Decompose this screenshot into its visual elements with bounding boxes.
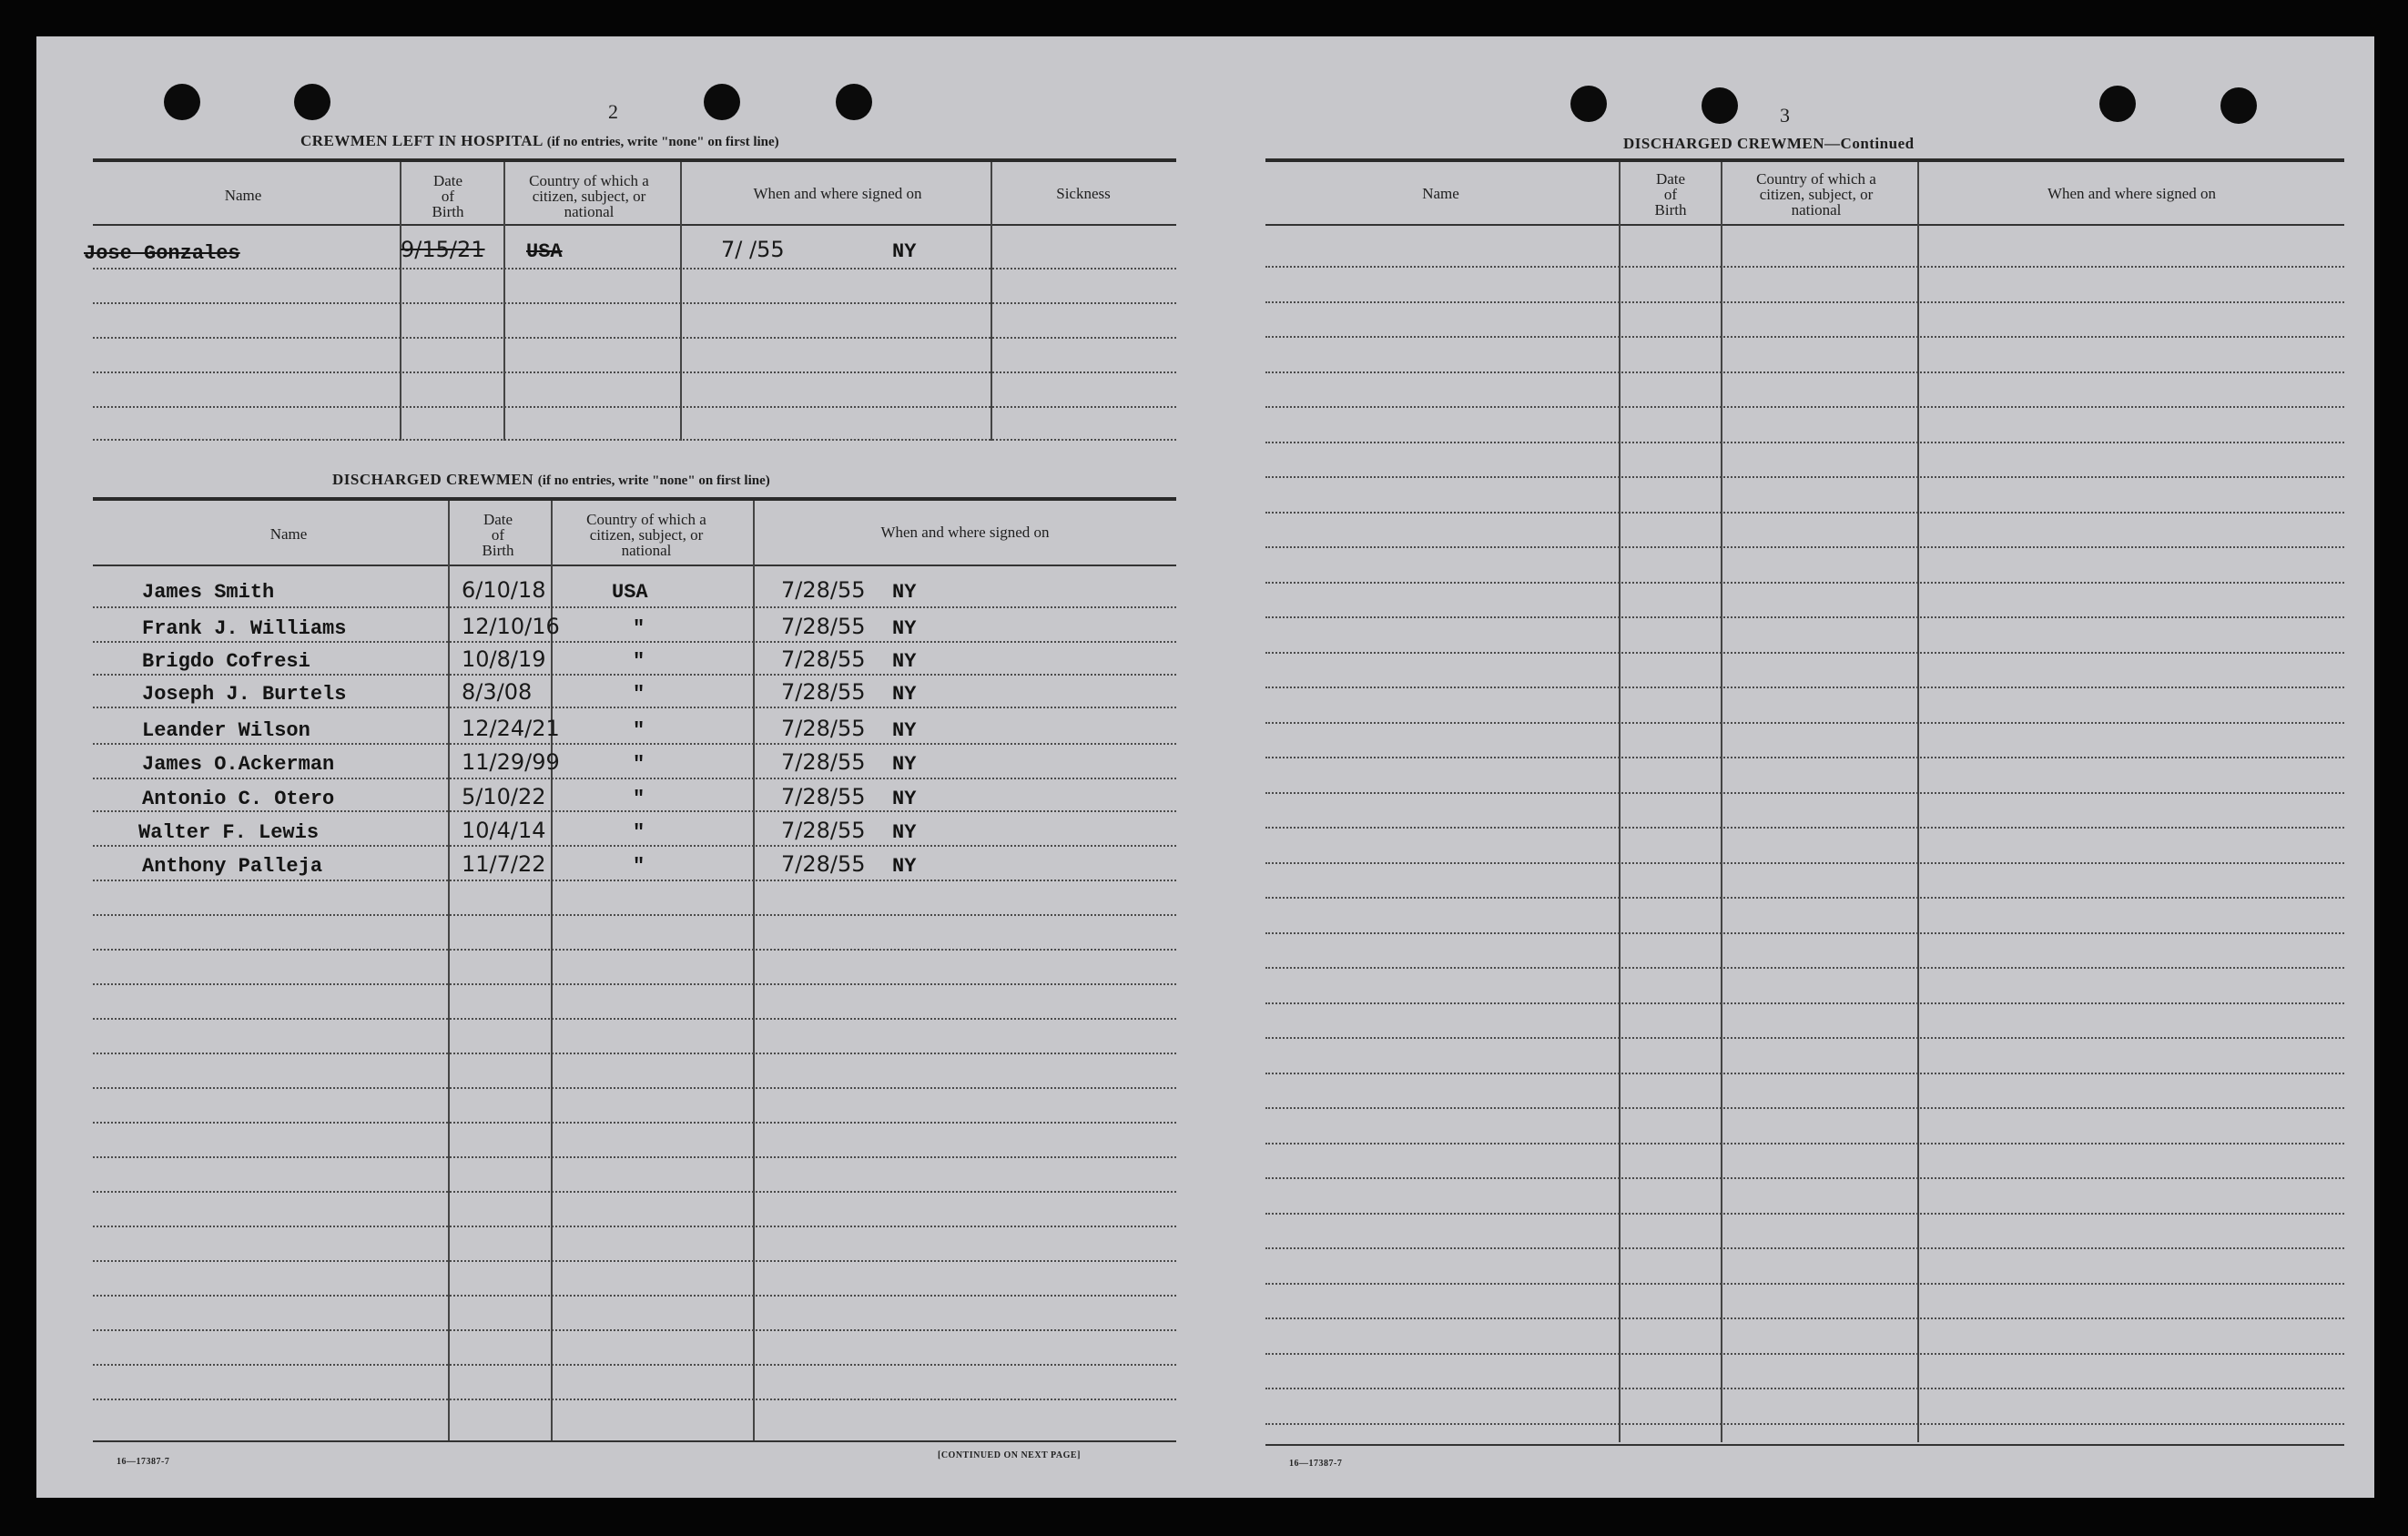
- row-line: [1265, 862, 2344, 864]
- row-line: [93, 1122, 1176, 1124]
- discharged-header-country: Country of which a citizen, subject, or national: [586, 511, 706, 559]
- crew-name: Frank J. Williams: [142, 617, 347, 640]
- crew-signed-date: 7/28/55: [781, 679, 866, 705]
- row-line: [93, 1329, 1176, 1331]
- crew-dob: 12/10/16: [462, 614, 560, 639]
- row-line: [93, 1087, 1176, 1089]
- right-top-rule: [1265, 158, 2344, 162]
- page-number-right: 3: [1780, 104, 1790, 127]
- hospital-date: 7/ /55: [721, 237, 785, 262]
- row-line: [1265, 1107, 2344, 1109]
- crew-country: ": [633, 855, 645, 878]
- crew-country: ": [633, 753, 645, 776]
- crew-country: ": [633, 788, 645, 810]
- row-line: [1265, 1247, 2344, 1249]
- crew-signed-date: 7/28/55: [781, 716, 866, 741]
- row-line: [93, 810, 1176, 812]
- row-line: [1265, 932, 2344, 934]
- crew-dob: 10/8/19: [462, 646, 546, 672]
- crew-signed-date: 7/28/55: [781, 851, 866, 877]
- discharged-header-name: Name: [269, 525, 308, 543]
- row-line: [1265, 757, 2344, 758]
- hospital-header-sickness: Sickness: [1056, 185, 1111, 202]
- discharged-top-rule: [93, 497, 1176, 501]
- crew-signed-place: NY: [892, 821, 917, 844]
- row-line: [1265, 582, 2344, 584]
- hospital-country: USA: [526, 240, 563, 263]
- crew-signed-date: 7/28/55: [781, 614, 866, 639]
- row-line: [93, 1053, 1176, 1054]
- hospital-row-line: [93, 268, 1176, 270]
- discharged-header-signed: When and where signed on: [880, 524, 1050, 541]
- hospital-col-line: [400, 162, 401, 441]
- discharged-continued-title: DISCHARGED CREWMEN—Continued: [1623, 135, 1915, 152]
- row-line: [1265, 406, 2344, 408]
- crew-signed-place: NY: [892, 581, 917, 604]
- row-line: [93, 880, 1176, 881]
- punch-hole: [2099, 86, 2136, 122]
- hospital-header-name: Name: [224, 187, 262, 204]
- row-line: [1265, 1073, 2344, 1074]
- hospital-section-title: [300, 132, 779, 150]
- crew-country: USA: [612, 581, 648, 604]
- hospital-header-rule: [93, 224, 1176, 226]
- hospital-col-line: [503, 162, 505, 441]
- manifest-sheet: [36, 36, 2374, 1498]
- crew-signed-place: NY: [892, 719, 917, 742]
- continued-note: [CONTINUED ON NEXT PAGE]: [938, 1450, 1081, 1460]
- discharged-bottom-rule: [93, 1440, 1176, 1442]
- hospital-col-line: [991, 162, 992, 441]
- row-line: [93, 1156, 1176, 1158]
- crew-country: ": [633, 821, 645, 844]
- row-line: [1265, 897, 2344, 899]
- row-line: [1265, 336, 2344, 338]
- crew-dob: 10/4/14: [462, 818, 546, 843]
- row-line: [93, 949, 1176, 951]
- row-line: [93, 914, 1176, 916]
- row-line: [93, 606, 1176, 608]
- crew-dob: 11/7/22: [462, 851, 546, 877]
- hospital-row-line: [93, 406, 1176, 408]
- punch-hole: [294, 84, 330, 120]
- crew-country: ": [633, 719, 645, 742]
- discharged-title: DISCHARGED CREWMEN: [332, 471, 534, 488]
- crew-signed-place: NY: [892, 617, 917, 640]
- crew-signed-place: NY: [892, 788, 917, 810]
- row-line: [93, 1260, 1176, 1262]
- right-bottom-rule: [1265, 1444, 2344, 1446]
- crew-name: Antonio C. Otero: [142, 788, 335, 810]
- row-line: [93, 1295, 1176, 1297]
- crew-name: Brigdo Cofresi: [142, 650, 310, 673]
- punch-hole: [836, 84, 872, 120]
- crew-signed-date: 7/28/55: [781, 749, 866, 775]
- row-line: [1265, 371, 2344, 373]
- crew-signed-place: NY: [892, 650, 917, 673]
- hospital-header-dob: Date of Birth: [432, 172, 464, 220]
- right-header-name: Name: [1422, 185, 1459, 202]
- row-line: [93, 1018, 1176, 1020]
- punch-hole: [2220, 87, 2257, 124]
- row-line: [1265, 616, 2344, 618]
- right-header-country: Country of which a citizen, subject, or national: [1756, 170, 1876, 219]
- crew-dob: 11/29/99: [462, 749, 560, 775]
- row-line: [1265, 792, 2344, 794]
- row-line: [1265, 1143, 2344, 1144]
- right-header-signed: When and where signed on: [2047, 185, 2217, 202]
- hospital-row-line: [93, 371, 1176, 373]
- crew-dob: 6/10/18: [462, 577, 546, 603]
- crew-signed-date: 7/28/55: [781, 577, 866, 603]
- row-line: [1265, 476, 2344, 478]
- crew-signed-place: NY: [892, 683, 917, 706]
- row-line: [93, 707, 1176, 708]
- row-line: [1265, 827, 2344, 829]
- row-line: [93, 983, 1176, 985]
- punch-hole: [704, 84, 740, 120]
- row-line: [1265, 1388, 2344, 1389]
- right-header-rule: [1265, 224, 2344, 226]
- crew-name: Joseph J. Burtels: [142, 683, 347, 706]
- row-line: [1265, 266, 2344, 268]
- row-line: [93, 674, 1176, 676]
- discharged-section-title: [332, 471, 770, 489]
- hospital-note: (if no entries, write "none" on first line): [546, 135, 779, 149]
- row-line: [1265, 1177, 2344, 1179]
- row-line: [93, 1191, 1176, 1193]
- row-line: [1265, 1283, 2344, 1285]
- row-line: [1265, 1002, 2344, 1004]
- row-line: [93, 1226, 1176, 1227]
- row-line: [1265, 442, 2344, 443]
- right-col-line: [1721, 162, 1722, 1442]
- page-number-left: 2: [608, 100, 618, 123]
- hospital-title: CREWMEN LEFT IN HOSPITAL: [300, 132, 543, 149]
- discharged-header-rule: [93, 565, 1176, 566]
- row-line: [93, 845, 1176, 847]
- punch-hole: [1570, 86, 1607, 122]
- punch-hole: [1702, 87, 1738, 124]
- hospital-dob: 9/15/21: [401, 237, 485, 262]
- row-line: [1265, 967, 2344, 969]
- hospital-name: Jose Gonzales: [84, 242, 240, 265]
- hospital-header-signed: When and where signed on: [753, 185, 922, 202]
- row-line: [1265, 722, 2344, 724]
- hospital-col-line: [680, 162, 682, 441]
- row-line: [1265, 1213, 2344, 1215]
- form-code-left: 16—17387-7: [117, 1457, 170, 1467]
- crew-country: ": [633, 617, 645, 640]
- hospital-row-line: [93, 439, 1176, 441]
- crew-signed-place: NY: [892, 753, 917, 776]
- form-code-right: 16—17387-7: [1289, 1459, 1343, 1469]
- row-line: [93, 743, 1176, 745]
- row-line: [93, 778, 1176, 779]
- right-header-dob: Date of Birth: [1654, 170, 1687, 219]
- row-line: [1265, 652, 2344, 654]
- crew-signed-date: 7/28/55: [781, 646, 866, 672]
- right-col-line: [1917, 162, 1919, 1442]
- row-line: [1265, 687, 2344, 688]
- row-line: [93, 641, 1176, 643]
- row-line: [1265, 1037, 2344, 1039]
- crew-name: Anthony Palleja: [142, 855, 323, 878]
- row-line: [1265, 546, 2344, 548]
- hospital-row-line: [93, 302, 1176, 304]
- crew-country: ": [633, 650, 645, 673]
- row-line: [1265, 1423, 2344, 1425]
- crew-signed-date: 7/28/55: [781, 818, 866, 843]
- row-line: [1265, 1353, 2344, 1355]
- row-line: [93, 1399, 1176, 1400]
- crew-name: James Smith: [142, 581, 275, 604]
- hospital-row-line: [93, 337, 1176, 339]
- row-line: [1265, 301, 2344, 303]
- crew-signed-date: 7/28/55: [781, 784, 866, 809]
- hospital-top-rule: [93, 158, 1176, 162]
- crew-signed-place: NY: [892, 855, 917, 878]
- crew-country: ": [633, 683, 645, 706]
- row-line: [93, 1364, 1176, 1366]
- hospital-place: NY: [892, 240, 917, 263]
- discharged-note: (if no entries, write "none" on first line): [537, 473, 770, 488]
- right-col-line: [1619, 162, 1621, 1442]
- crew-name: James O.Ackerman: [142, 753, 335, 776]
- crew-dob: 5/10/22: [462, 784, 546, 809]
- crew-dob: 12/24/21: [462, 716, 560, 741]
- row-line: [1265, 1317, 2344, 1319]
- row-line: [1265, 512, 2344, 514]
- crew-name: Walter F. Lewis: [138, 821, 320, 844]
- punch-hole: [164, 84, 200, 120]
- crew-name: Leander Wilson: [142, 719, 310, 742]
- hospital-header-country: Country of which a citizen, subject, or national: [529, 172, 649, 220]
- crew-dob: 8/3/08: [462, 679, 533, 705]
- discharged-header-dob: Date of Birth: [482, 511, 514, 559]
